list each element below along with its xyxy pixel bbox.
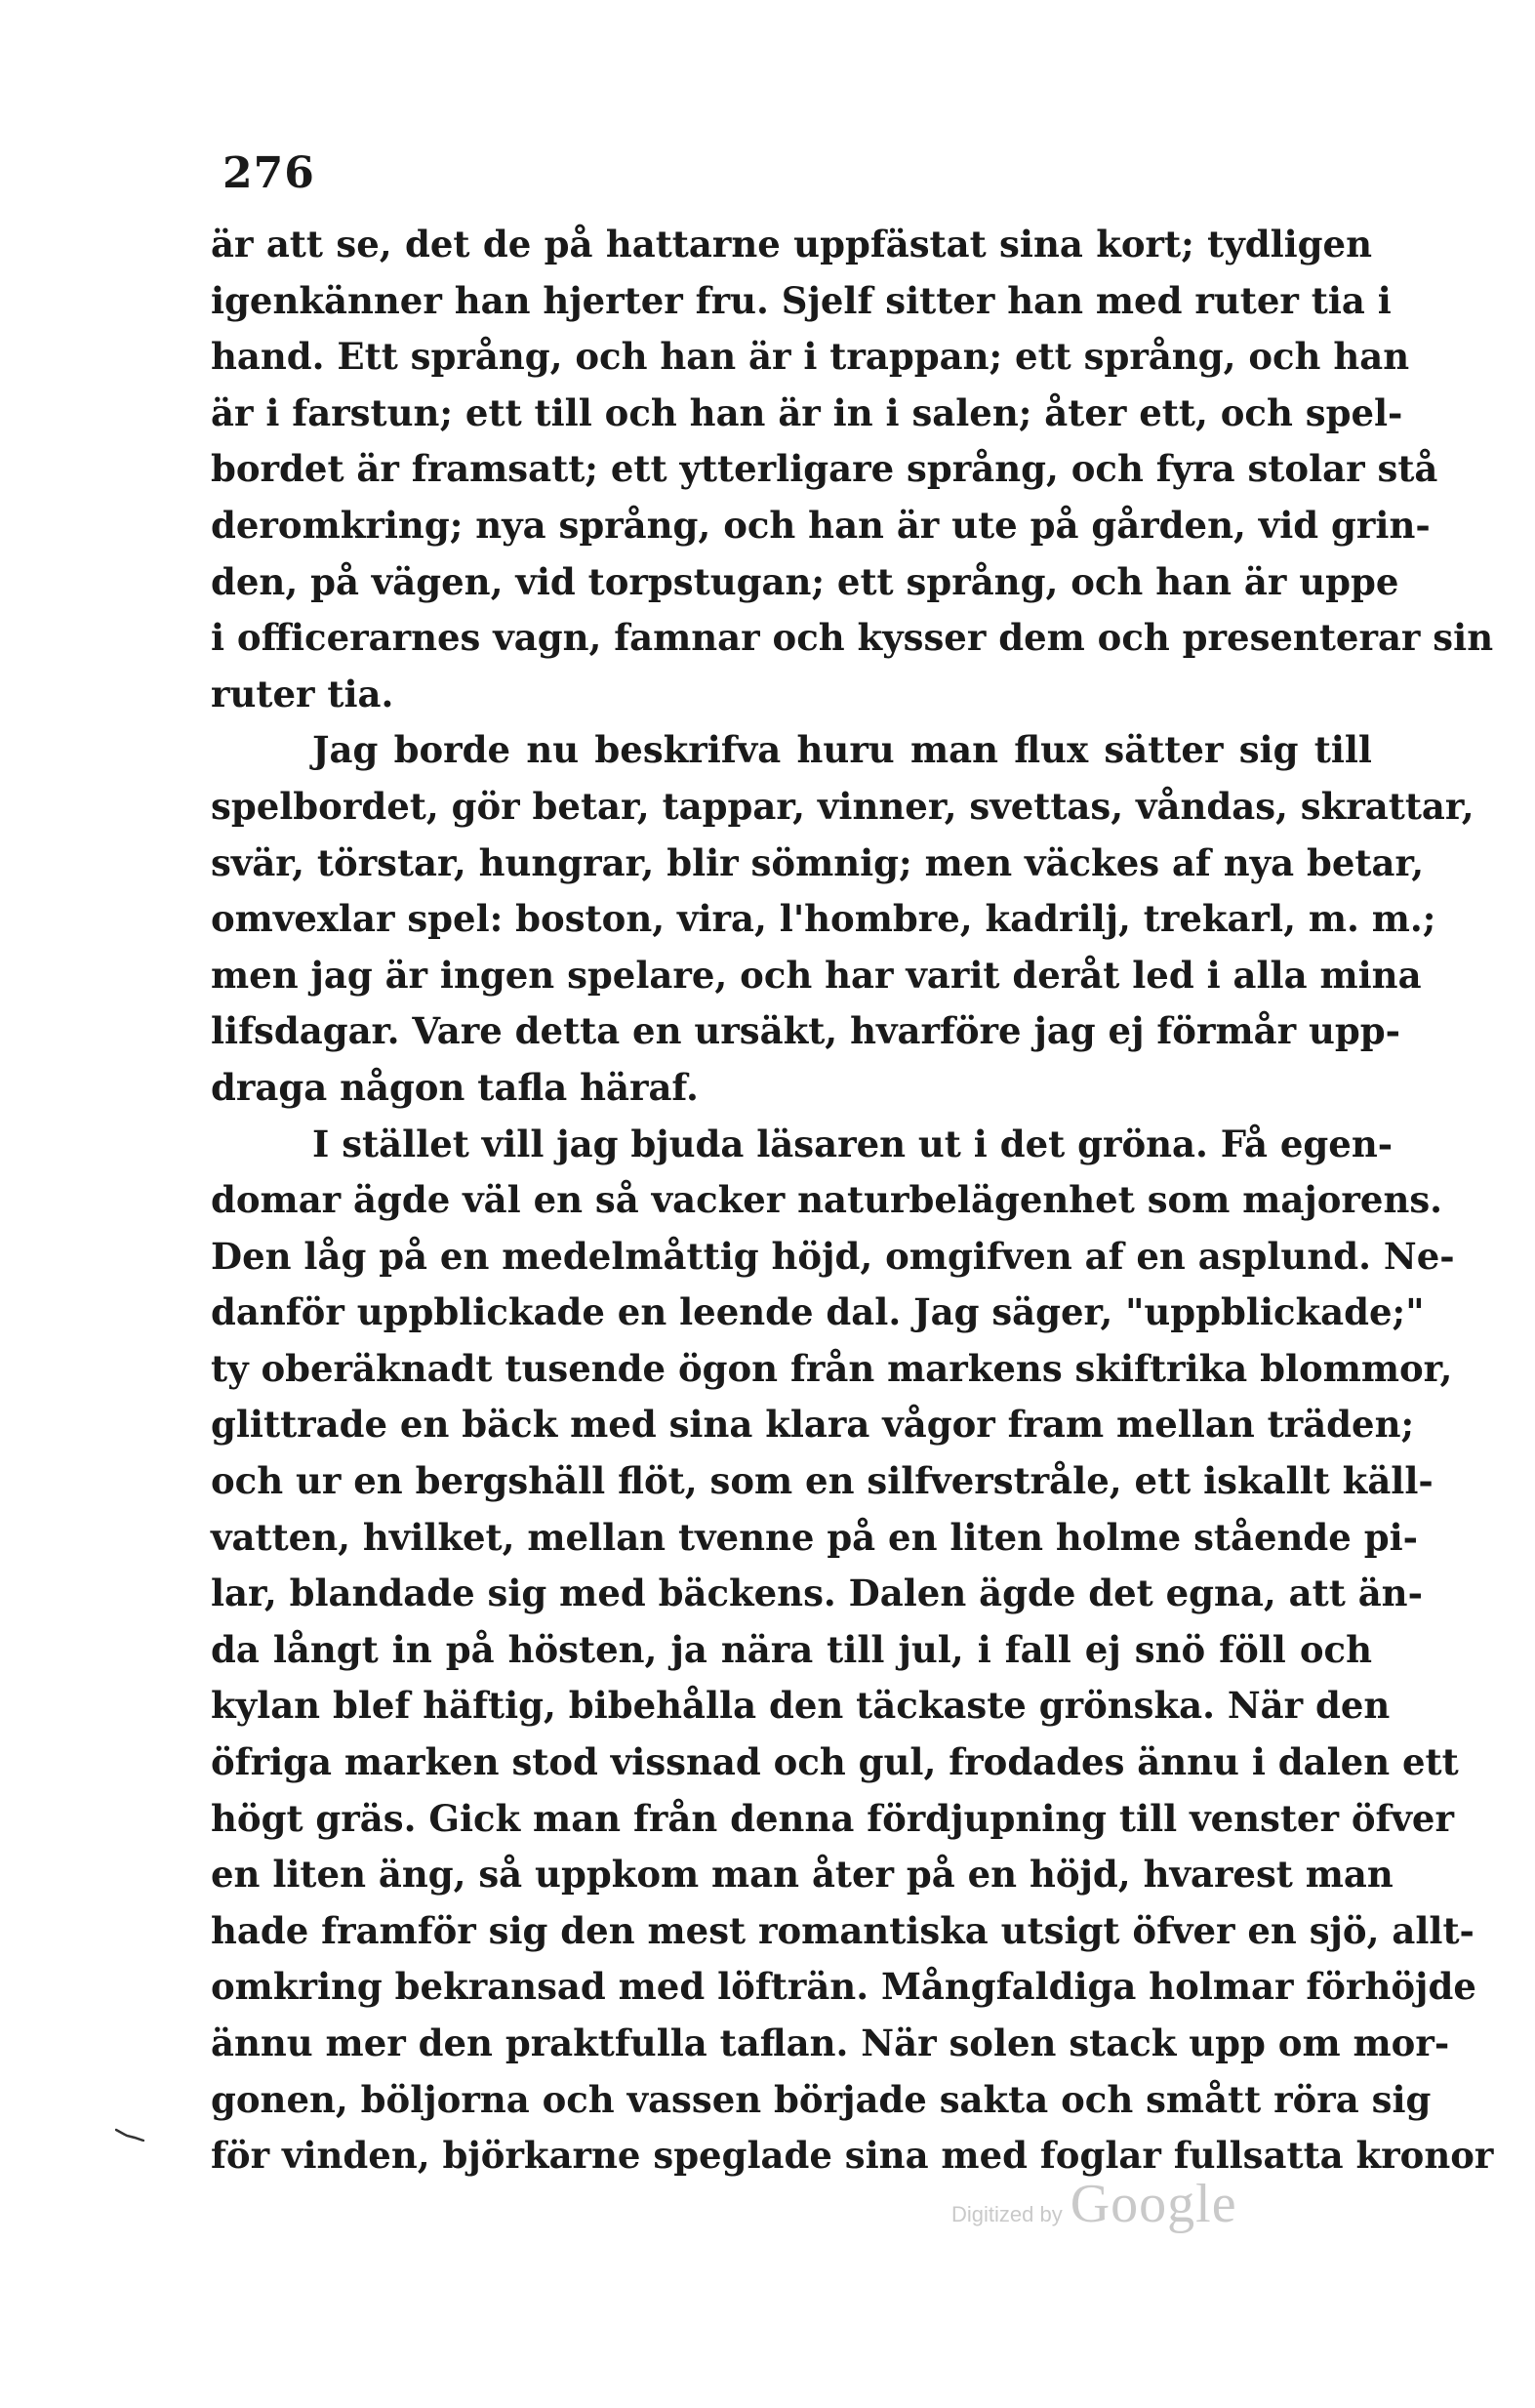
text-line: kylan blef häftig, bibehålla den täckaste grönska. När den [211,1684,1391,1728]
text-line: men jag är ingen spelare, och har varit deråt led i alla mina [211,953,1422,997]
text-line: ännu mer den praktfulla taflan. När solen stack upp om mor- [211,2021,1450,2064]
text-line: spelbordet, gör betar, tappar, vinner, svettas, våndas, skrattar, [211,784,1474,828]
text-line: danför uppblickade en leende dal. Jag säger, "uppblickade;" [211,1290,1425,1334]
text-line: svär, törstar, hungrar, blir sömnig; men väckes af nya betar, [211,840,1425,884]
text-line: och ur en bergshäll flöt, som en silfverstråle, ett iskallt käll- [211,1459,1434,1503]
text-line: omkring bekransad med löfträn. Mångfaldiga holmar förhöjde [211,1965,1476,2009]
text-line: deromkring; nya språng, och han är ute på gården, vid grin- [211,503,1431,547]
text-line: i officerarnes vagn, famnar och kysser dem och presenterar sin [211,616,1494,660]
watermark-brand: Google [1070,2174,1237,2234]
text-line: gonen, böljorna och vassen började sakta och smått röra sig [211,2077,1432,2121]
text-line: är i farstun; ett till och han är in i salen; åter ett, och spel- [211,390,1403,434]
body-text [211,217,1494,2184]
text-line: Den låg på en medelmåttig höjd, omgifven af en asplund. Ne- [211,1234,1455,1278]
text-line: högt gräs. Gick man från denna fördjupning till venster öfver [211,1796,1454,1840]
text-line: draga någon tafla häraf. [211,1065,699,1109]
text-line: da långt in på hösten, ja nära till jul, i fall ej snö föll och [211,1627,1372,1671]
text-line: ruter tia. [211,672,394,715]
page-number: 276 [222,148,315,198]
text-line: hade framför sig den mest romantiska utsigt öfver en sjö, allt- [211,1908,1474,1952]
text-line: igenkänner han hjerter fru. Sjelf sitter han med ruter tia i [211,278,1392,322]
text-line: den, på vägen, vid torpstugan; ett språng, och han är uppe [211,559,1399,603]
text-line: glittrade en bäck med sina klara vågor fram mellan träden; [211,1403,1415,1447]
text-line: ty oberäknadt tusende ögon från markens skiftrika blommor, [211,1346,1453,1390]
text-line: omvexlar spel: boston, vira, l'hombre, kadrilj, trekarl, m. m.; [211,897,1436,941]
text-line: för vinden, björkarne speglade sina med foglar fullsatta kronor [211,2134,1494,2178]
watermark-prefix: Digitized by [951,2202,1063,2226]
text-line: lar, blandade sig med bäckens. Dalen ägde det egna, att än- [211,1571,1423,1615]
paragraph-start-line: I stället vill jag bjuda läsaren ut i det gröna. Få egen- [312,1122,1394,1165]
text-line: vatten, hvilket, mellan tvenne på en liten holme stående pi- [211,1515,1419,1559]
text-line: lifsdagar. Vare detta en ursäkt, hvarföre jag ej förmår upp- [211,1009,1400,1053]
text-line: är att se, det de på hattarne uppfästat sina kort; tydligen [211,223,1372,265]
text-line: domar ägde väl en så vacker naturbelägenhet som majorens. [211,1178,1443,1222]
ink-mark-icon [115,2128,144,2142]
text-line: en liten äng, så uppkom man åter på en höjd, hvarest man [211,1853,1394,1897]
paragraph-start-line: Jag borde nu beskrifva huru man flux sätter sig till [312,728,1372,772]
text-line: hand. Ett språng, och han är i trappan; ett språng, och han [211,335,1410,379]
text-line: öfriga marken stod vissnad och gul, frodades ännu i dalen ett [211,1740,1459,1784]
digitized-watermark [951,2173,1237,2235]
text-line: bordet är framsatt; ett ytterligare språng, och fyra stolar stå [211,447,1438,491]
